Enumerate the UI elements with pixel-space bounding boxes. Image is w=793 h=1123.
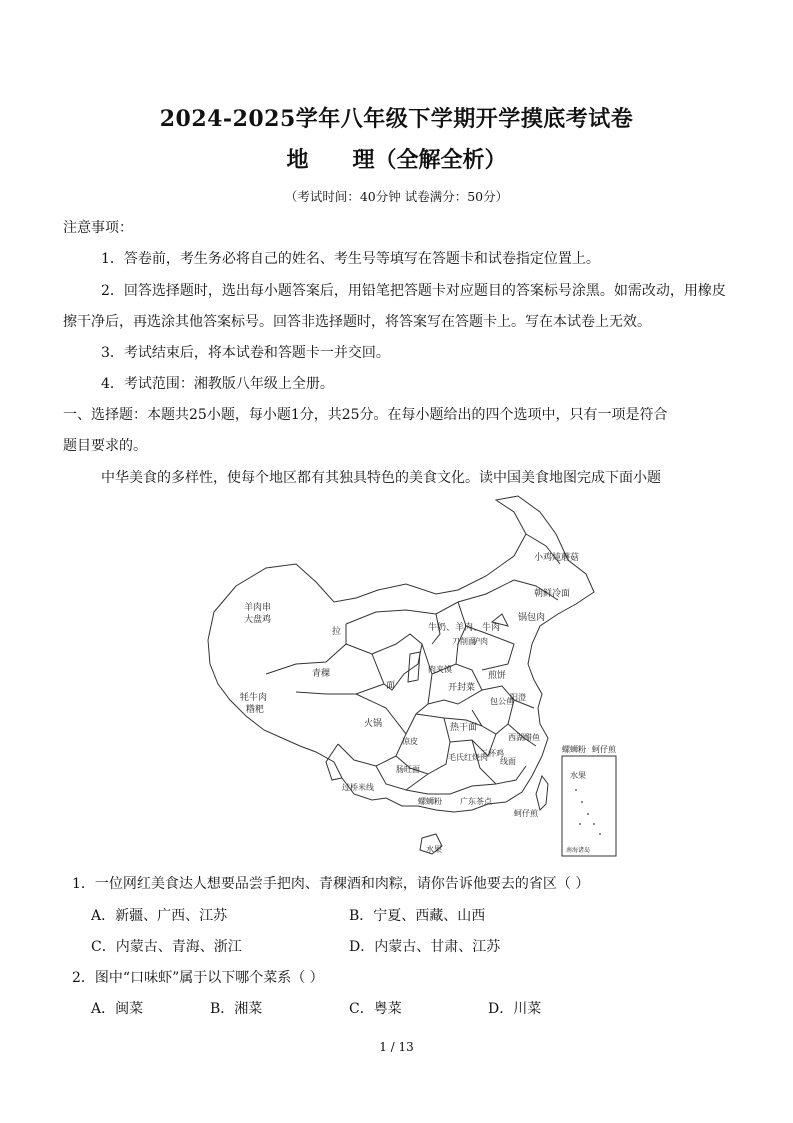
label-baogong: 包公鱼 — [490, 697, 514, 706]
label-nanhai: 南海诸岛 — [566, 847, 591, 854]
note-2b: 擦干净后，再选涂其他答案标号。回答非选择题时，将答案写在答题卡上。写在本试卷上无效。 — [63, 314, 651, 330]
label-changwang: 肠旺面 — [396, 765, 420, 774]
q1-option-b[interactable]: B．宁夏、西藏、山西 — [349, 908, 486, 924]
label-kaifeng: 开封菜 — [448, 683, 476, 693]
exam-title: 2024-2025学年八年级下学期开学摸底考试卷 — [159, 106, 634, 132]
label-yangcheng: 阳澄 — [510, 693, 526, 702]
label-liangpi: 凉皮 — [402, 737, 418, 746]
china-food-map — [196, 494, 620, 860]
exam-info: （考试时间：40分钟 试卷满分：50分） — [284, 189, 509, 204]
label-shuiguo2: 水果 — [570, 771, 586, 780]
q2-option-b[interactable]: B．湘菜 — [210, 1001, 263, 1017]
q1-option-d[interactable]: D．内蒙古、甘肃、江苏 — [349, 939, 501, 955]
q1-option-c[interactable]: C．内蒙古、青海、浙江 — [91, 939, 242, 955]
label-chadian: 广东茶点 — [460, 797, 492, 806]
label-maoniu2: 糌粑 — [246, 705, 265, 715]
note-1: 1．答卷前，考生务必将自己的姓名、考生号等填写在答题卡和试卷指定位置上。 — [101, 251, 600, 267]
subject-left: 地 — [286, 147, 309, 173]
label-la: 拉 — [332, 627, 342, 637]
subject-right: 理（全解全析） — [352, 147, 507, 173]
label-regan: 热干面 — [450, 723, 478, 733]
question-intro: 中华美食的多样性，使每个地区都有其独具特色的美食文化。读中国美食地图完成下面小题 — [101, 470, 661, 486]
label-yangrou2: 大盘鸡 — [244, 615, 272, 625]
label-maoniu1: 牦牛肉 — [240, 693, 268, 703]
label-kezai: 蚵仔煎 — [592, 745, 616, 754]
section1-line2: 题目要求的。 — [63, 438, 147, 454]
label-qingke: 青稞 — [312, 669, 331, 679]
note-2a: 2．回答选择题时，选出每小题答案后，用铅笔把答题卡对应题目的答案标号涂黑。如需改动，用橡皮 — [101, 283, 726, 299]
page-number: 1 / 13 — [379, 1040, 414, 1054]
q2-option-d[interactable]: D．川菜 — [488, 1001, 542, 1017]
label-huoguo: 火锅 — [364, 719, 383, 729]
label-lvrou: 驴肉 — [472, 637, 488, 646]
note-4: 4．考试范围：湘教版八年级上全册。 — [101, 376, 334, 392]
q1-option-a[interactable]: A．新疆、广西、江苏 — [91, 908, 228, 924]
label-xihu: 西湖醋鱼 — [508, 733, 540, 742]
notes-heading: 注意事项： — [63, 220, 133, 236]
q2-option-a[interactable]: A．闽菜 — [91, 1001, 144, 1017]
label-xiaoxiong: 蚵仔煎 — [514, 809, 538, 818]
label-sanbei: 三杯鸡 — [480, 749, 504, 758]
label-guoqiao: 过桥米线 — [342, 783, 374, 792]
label-jianbing: 煎饼 — [488, 671, 507, 681]
q2-option-c[interactable]: C．粤菜 — [349, 1001, 402, 1017]
label-daoxue: 刀削面 — [452, 637, 476, 646]
label-luosi: 螺蛳粉 — [418, 797, 442, 806]
label-shuiguo: 水果 — [426, 845, 442, 854]
question-2: 2．图中“口味虾”属于以下哪个菜系（ ） — [72, 970, 324, 986]
subject-title — [0, 143, 793, 174]
label-niunai: 牛奶、羊肉、牛肉 — [428, 623, 501, 633]
note-3: 3．考试结束后，将本试卷和答题卡一并交回。 — [101, 345, 390, 361]
label-roujiamo: 肉夹馍 — [428, 665, 452, 674]
label-xianmian: 线面 — [500, 757, 516, 766]
label-xiaoji: 小鸡炖蘑菇 — [534, 553, 580, 563]
label-mian: 面 — [386, 681, 396, 691]
label-yangrou1: 羊肉串 — [244, 603, 272, 613]
label-guobao: 锅包肉 — [518, 613, 546, 623]
label-maoshi: 毛氏红烧肉 — [448, 753, 488, 762]
question-1: 1．一位网红美食达人想要品尝手把肉、青稞酒和肉粽，请你告诉他要去的省区（ ） — [72, 876, 590, 892]
section1-line1: 一、选择题：本题共25小题，每小题1分，共25分。在每小题给出的四个选项中，只有一项是符合 — [63, 407, 668, 423]
label-luosi2: 螺蛳粉 — [562, 745, 586, 754]
label-chaoxian: 朝鲜冷面 — [534, 589, 571, 599]
